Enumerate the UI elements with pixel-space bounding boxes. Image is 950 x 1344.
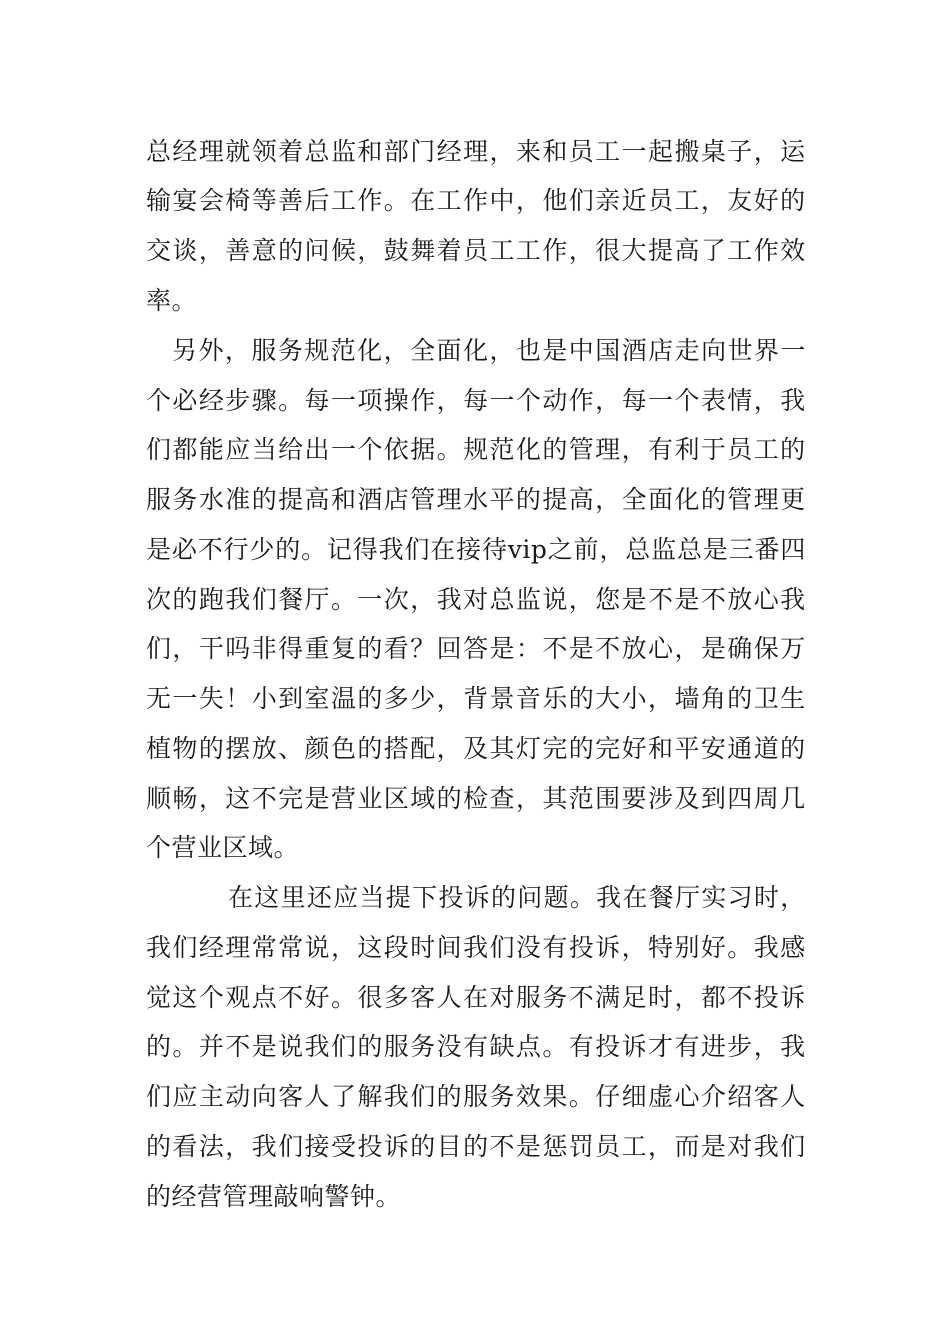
text-line: 次 的 跑 我 们 餐 厅 。 一 次 ， 我 对 总 监 说 ， 您 是 不 是 不 放 心 我	[146, 585, 806, 614]
text-line: 个营业区域。	[146, 833, 300, 862]
text-line: 的经营管理敲响警钟。	[146, 1182, 402, 1211]
text-line: 服 务 水 准 的 提 高 和 酒 店 管 理 水 平 的 提 高 ， 全 面 化 的 管 理 更	[146, 485, 806, 514]
text-line: 总 经 理 就 领 着 总 监 和 部 门 经 理 ， 来 和 员 工 一 起 搬 桌 子 ， 运	[146, 137, 806, 166]
text-line: 顺 畅 ， 这 不 完 是 营 业 区 域 的 检 查 ， 其 范 围 要 涉 及 到 四 周 几	[146, 784, 806, 813]
text-line: 无 一 失 ！ 小 到 室 温 的 多 少 ， 背 景 音 乐 的 大 小 ， 墙 角 的 卫 生	[146, 684, 806, 713]
text-line: 觉 这 个 观 点 不 好 。 很 多 客 人 在 对 服 务 不 满 足 时 ， 都 不 投 诉	[146, 983, 806, 1012]
text-line: 的 。 并 不 是 说 我 们 的 服 务 没 有 缺 点 。 有 投 诉 才 有 进 步 ， 我	[146, 1032, 806, 1061]
text-line: 交 谈 ， 善 意 的 问 候 ， 鼓 舞 着 员 工 工 作 ， 很 大 提 高 了 工 作 效	[146, 236, 806, 265]
text-line: 们 都 能 应 当 给 出 一 个 依 据 。 规 范 化 的 管 理 ， 有 利 于 员 工 的	[146, 435, 806, 464]
text-line: 们 ， 干 吗 非 得 重 复 的 看 ？ 回 答 是 ： 不 是 不 放 心 ， 是 确 保 万	[146, 634, 806, 663]
text-line: 的 看 法 ， 我 们 接 受 投 诉 的 目 的 不 是 惩 罚 员 工 ， 而 是 对 我 们	[146, 1132, 806, 1161]
text-line: 是 必 不 行 少 的 。 记 得 我 们 在 接 待 vip 之 前 ， 总 监 总 是 三 番 四	[146, 535, 806, 564]
text-line: 我 们 经 理 常 常 说 ， 这 段 时 间 我 们 没 有 投 诉 ， 特 别 好 。 我 感	[146, 933, 806, 962]
text-line: 们 应 主 动 向 客 人 了 解 我 们 的 服 务 效 果 。 仔 细 虚 心 介 绍 客 人	[146, 1082, 806, 1111]
text-line: 在 这 里 还 应 当 提 下 投 诉 的 问 题 。 我 在 餐 厅 实 习 时 ，	[228, 883, 806, 912]
text-line: 另 外 ， 服 务 规 范 化 ， 全 面 化 ， 也 是 中 国 酒 店 走 向 世 界 一	[172, 336, 806, 365]
text-line: 率。	[146, 286, 198, 315]
text-line: 输 宴 会 椅 等 善 后 工 作 。 在 工 作 中 ， 他 们 亲 近 员 工 ， 友 好 的	[146, 186, 806, 215]
text-line: 植 物 的 摆 放 、 颜 色 的 搭 配 ， 及 其 灯 完 的 完 好 和 平 安 通 道 的	[146, 734, 806, 763]
text-line: 个 必 经 步 骤 。 每 一 项 操 作 ， 每 一 个 动 作 ， 每 一 个 表 情 ， 我	[146, 386, 806, 415]
